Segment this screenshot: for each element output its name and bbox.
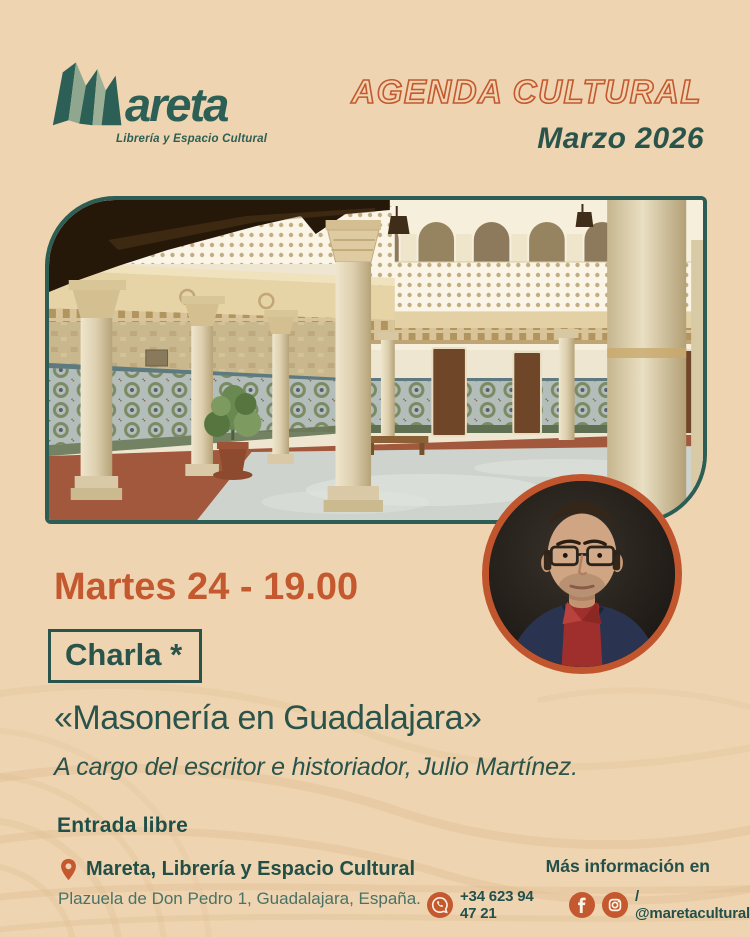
event-datetime: Martes 24 - 19.00 (54, 566, 359, 608)
phone-number: +34 623 94 47 21 (460, 888, 534, 922)
whatsapp-icon (427, 892, 453, 918)
admission-label: Entrada libre (57, 814, 188, 837)
svg-text:AGENDA CULTURAL: AGENDA CULTURAL (351, 73, 702, 110)
event-category-badge: Charla * (48, 629, 202, 683)
venue-address: Plazuela de Don Pedro 1, Guadalajara, España. (58, 889, 421, 908)
logo-wordmark: areta (125, 78, 228, 131)
more-info-label: Más información en (545, 856, 710, 876)
social-row (427, 888, 750, 922)
logo-m-icon (52, 56, 128, 130)
venue-name: Mareta, Librería y Espacio Cultural (86, 858, 415, 880)
instagram-icon (602, 892, 628, 918)
courtyard-photo (45, 196, 707, 524)
brand-logo (52, 56, 332, 145)
event-byline: A cargo del escritor e historiador, Julio Martínez. (54, 753, 578, 781)
event-title: «Masonería en Guadalajara» (54, 699, 482, 737)
social-handle: / @maretacultural (635, 888, 750, 922)
speaker-portrait (482, 474, 682, 674)
agenda-title (332, 70, 704, 114)
logo-tagline: Librería y Espacio Cultural (116, 133, 268, 145)
month-label: Marzo 2026 (537, 122, 704, 155)
location-pin-icon (60, 858, 77, 881)
facebook-icon (569, 892, 595, 918)
venue-row (60, 858, 415, 881)
